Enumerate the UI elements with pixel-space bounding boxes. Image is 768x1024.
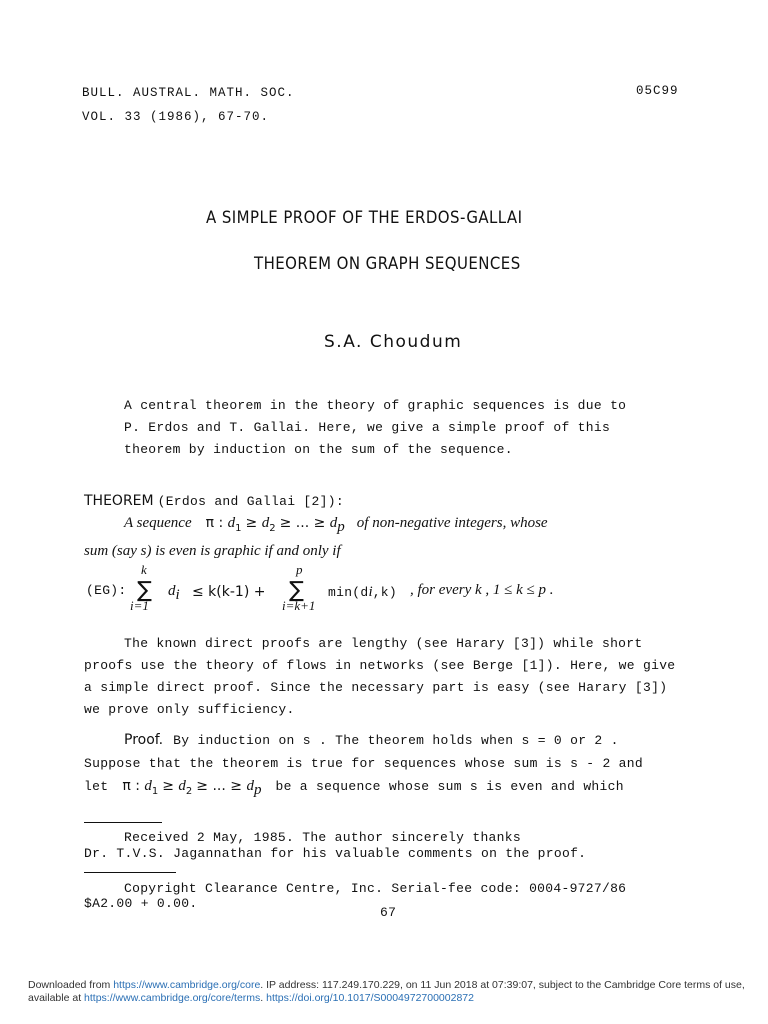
theorem-statement-line2: sum (say s) is even is graphic if and only if: [84, 543, 341, 559]
download-notice-line2: available at https://www.cambridge.org/core/terms. https://doi.org/10.1017/S0004972700002872: [28, 992, 474, 1004]
proof-label: Proof.: [124, 732, 164, 748]
body-p1-line3: a simple direct proof. Since the necessary part is easy (see Harary [3]): [84, 680, 668, 695]
eg-label: (EG):: [86, 583, 127, 598]
cambridge-core-link[interactable]: https://www.cambridge.org/core: [113, 979, 261, 991]
footnote-received-2: Dr. T.V.S. Jagannathan for his valuable comments on the proof.: [84, 846, 587, 861]
doi-link[interactable]: https://doi.org/10.1017/S0004972700002872: [266, 992, 474, 1004]
theorem-attribution: (Erdos and Gallai [2]):: [157, 494, 344, 509]
proof-line1: Proof. By induction on s . The theorem holds when s = 0 or 2 .: [124, 732, 619, 748]
paper-title-line1: A SIMPLE PROOF OF THE ERDOS-GALLAI: [206, 208, 523, 228]
footnote-rule-1: [84, 822, 162, 823]
cambridge-terms-link[interactable]: https://www.cambridge.org/core/terms: [84, 992, 261, 1004]
eg-min-term: min(di,k): [328, 584, 397, 600]
author-name: S.A. Choudum: [324, 332, 463, 352]
body-p1-line1: The known direct proofs are lengthy (see Harary [3]) while short: [124, 636, 643, 651]
eg-middle: ≤ k(k-1) +: [192, 584, 266, 600]
body-p1-line2: proofs use the theory of flows in networks (see Berge [1]). Here, we give: [84, 658, 676, 673]
theorem-statement-line1: A sequence π : $d_1 \ge d_2$ ≥ ... ≥ dp of non-negative integers, whose: [124, 515, 548, 535]
sum2-upper: p: [296, 562, 303, 577]
theorem-heading: [84, 492, 344, 510]
paper-title-line2: THEOREM ON GRAPH SEQUENCES: [254, 254, 521, 274]
abstract-line-2: P. Erdos and T. Gallai. Here, we give a simple proof of this: [124, 420, 611, 435]
proof-line2: Suppose that the theorem is true for sequences whose sum is s - 2 and: [84, 756, 643, 771]
footnote-copyright-2: $A2.00 + 0.00.: [84, 896, 198, 911]
page-number: 67: [380, 905, 397, 920]
sum1-lower: i=1: [130, 598, 149, 613]
abstract-line-1: A central theorem in the theory of graphic sequences is due to: [124, 398, 627, 413]
eg-term-d: di: [168, 583, 180, 603]
journal-volume: VOL. 33 (1986), 67-70.: [82, 110, 270, 124]
sum2-sigma: ∑: [289, 578, 304, 603]
sum2-lower: i=k+1: [282, 598, 316, 613]
footnote-rule-2: [84, 872, 176, 873]
body-p1-line4: we prove only sufficiency.: [84, 702, 295, 717]
proof-line3: let π : $d_1 \ge d_2$ ≥ ... ≥ dp be a sequence whose sum s is even and which: [84, 778, 624, 798]
download-notice-line1: Downloaded from https://www.cambridge.org/core. IP address: 117.249.170.229, on 11 Jun 2018 at 07:39:07, subject to the Cambridge Core terms of use,: [28, 979, 745, 991]
footnote-received-1: Received 2 May, 1985. The author sincerely thanks: [124, 830, 521, 845]
classification-code: 05C99: [636, 84, 679, 98]
theorem-label: THEOREM: [84, 493, 154, 509]
sum1-sigma: ∑: [137, 578, 152, 603]
footnote-copyright-1: Copyright Clearance Centre, Inc. Serial-fee code: 0004-9727/86: [124, 881, 627, 896]
abstract-line-3: theorem by induction on the sum of the sequence.: [124, 442, 513, 457]
sum1-upper: k: [141, 562, 147, 577]
eg-tail: , for every k , 1 ≤ k ≤ p .: [410, 582, 554, 598]
journal-name: BULL. AUSTRAL. MATH. SOC.: [82, 86, 295, 100]
